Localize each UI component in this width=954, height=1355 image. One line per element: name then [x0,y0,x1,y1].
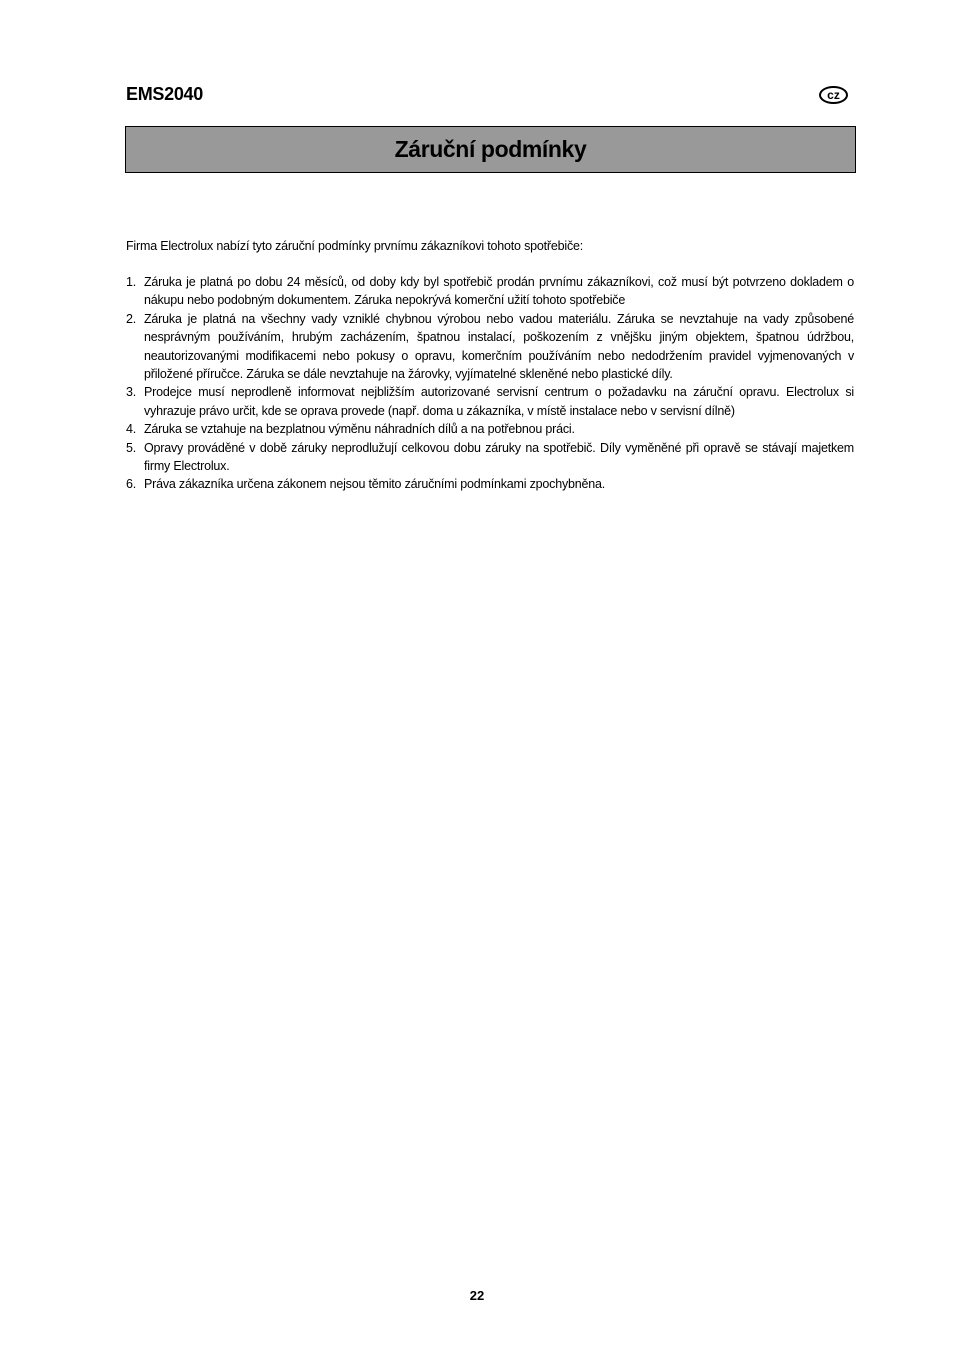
list-item-number: 3. [126,385,137,400]
list-item-text: Záruka se vztahuje na bezplatnou výměnu náhradních dílů a na potřebnou práci. [144,422,575,437]
title-banner [125,126,856,173]
list-item-text: Prodejce musí neprodleně informovat nejbližším autorizované servisní centrum o požadavku na záruční opravu. Electrolux si vyhrazuje právo určit, kde se oprava provede (např. doma u zákazníka, v místě instalace nebo v servisní dílně) [144,385,854,418]
language-badge: cz [819,86,848,104]
list-item-text: Opravy prováděné v době záruky neprodlužují celkovou dobu záruky na spotřebič. Díly vyměněné při opravě se stávají majetkem firmy Electrolux. [144,440,854,474]
warranty-conditions-list [126,273,854,494]
list-item [126,475,854,493]
page-title: Záruční podmínky [394,136,587,162]
list-item-number: 4. [126,422,137,437]
model-number: EMS2040 [126,84,203,104]
list-item [126,273,854,310]
list-item-number: 1. [126,275,137,289]
list-item [126,420,854,438]
list-item-text: Záruka je platná na všechny vady vzniklé chybnou výrobou nebo vadou materiálu. Záruka se nevztahuje na vady způsobené nesprávným používáním, hrubým zacházením, špatnou instalací, poškozením z vnějšku jiným objektem, špatnou údržbou, neautorizovanými modifikacemi nebo pokusy o opravu, komerčním používáním nebo nedodržením pravidel vyjmenovaných v přiložené příručce. Záruka se dále nevztahuje na žárovky, vyjímatelné skleněné nebo plastické díly. [144,311,854,382]
list-item-number: 6. [126,477,137,492]
list-item-text: Práva zákazníka určena zákonem nejsou těmito záručními podmínkami zpochybněna. [144,477,606,492]
list-item-text: Záruka je platná po dobu 24 měsíců, od doby kdy byl spotřebič prodán prvnímu zákazníkovi, což musí být potvrzeno dokladem o nákupu nebo podobným dokumentem. Záruka nepokrývá komerční užití tohoto spotřebiče [144,275,854,308]
list-item [126,439,854,476]
intro-paragraph: Firma Electrolux nabízí tyto záruční podmínky prvnímu zákazníkovi tohoto spotřebiče: [126,239,584,253]
page-number: 22 [469,1288,485,1303]
list-item-number: 5. [126,440,137,455]
list-item [126,310,854,384]
list-item-number: 2. [126,311,137,326]
list-item [126,383,854,420]
